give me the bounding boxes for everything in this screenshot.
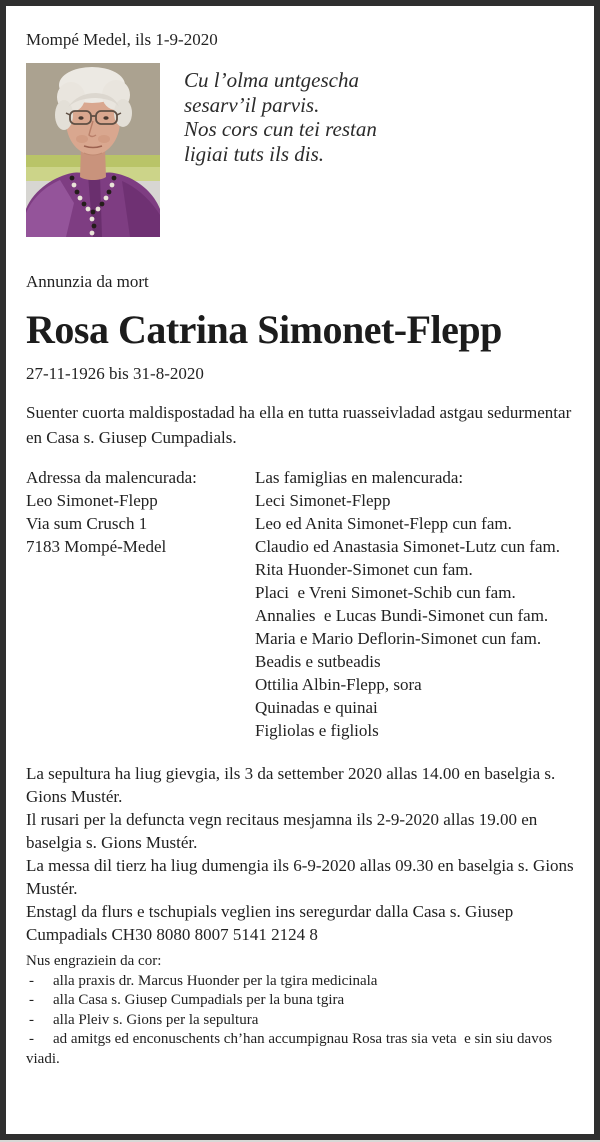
portrait-photo (26, 63, 160, 237)
thanks-item-text: ad amitgs ed enconuschents ch’han accumpignau Rosa tras sia veta e sin siu davos viadi. (26, 1031, 556, 1067)
verse-line: Cu l’olma untgescha (184, 68, 359, 92)
mourning-family-line: Leci Simonet-Flepp (255, 491, 391, 510)
mourning-family-line: Ottilia Albin-Flepp, sora (255, 675, 422, 694)
dash-bullet: - (29, 972, 34, 989)
section-label: Annunzia da mort (26, 272, 149, 291)
mourning-family-line: Annalies e Lucas Bundi-Simonet cun fam. (255, 606, 549, 625)
place-date: Mompé Medel, ils 1-9-2020 (26, 30, 218, 49)
thanks-item-text: alla Pleiv s. Gions per la sepultura (53, 1011, 259, 1028)
mourning-family-line: Leo ed Anita Simonet-Flepp cun fam. (255, 514, 512, 533)
address-column (26, 466, 255, 742)
funeral-details (26, 762, 578, 946)
verse-line: Nos cors cun tei restan (184, 117, 377, 141)
thanks-item (26, 991, 578, 1011)
thanks-item (26, 1030, 578, 1069)
thanks-list (26, 972, 578, 1070)
thanks-heading: Nus engraziein da cor: (26, 953, 162, 969)
mourning-family-column (255, 466, 578, 742)
address-line: Via sum Crusch 1 (26, 514, 148, 533)
photo-and-verse-row (26, 63, 578, 237)
life-dates: 27-11-1926 bis 31-8-2020 (26, 364, 204, 383)
address-line: Leo Simonet-Flepp (26, 491, 158, 510)
mourning-family-line: Quinadas e quinai (255, 698, 378, 717)
address-heading: Adressa da malencurada: (26, 468, 197, 487)
mourning-heading: Las famiglias en malencurada: (255, 468, 464, 487)
address-line: 7183 Mompé-Medel (26, 537, 167, 556)
funeral-detail-paragraph: Il rusari per la defuncta vegn recitaus mesjamna ils 2-9-2020 allas 19.00 en baselgia s. Gions Mustér. (26, 810, 538, 852)
intro-paragraph: Suenter cuorta maldispostadad ha ella en tutta ruasseivladad astgau sedurmentar en Casa s. Giusep Cumpadials. (26, 403, 572, 447)
funeral-detail-paragraph: La messa dil tierz ha liug dumengia ils 6-9-2020 allas 09.30 en baselgia s. Gions Mustér. (26, 856, 574, 898)
mourning-family-line: Claudio ed Anastasia Simonet-Lutz cun fam. (255, 537, 560, 556)
dash-bullet: - (29, 1011, 34, 1028)
thanks-item-text: alla praxis dr. Marcus Huonder per la tgira medicinala (53, 972, 378, 989)
thanks-section (26, 952, 578, 1069)
verse-line: sesarv’il parvis. (184, 92, 320, 117)
dash-bullet: - (29, 992, 34, 1008)
funeral-detail-paragraph: La sepultura ha liug gievgia, ils 3 da settember 2020 allas 14.00 en baselgia s. Gions Mustér. (26, 764, 556, 806)
verse-line: ligiai tuts ils dis. (184, 141, 325, 166)
memorial-verse (160, 63, 377, 237)
thanks-item (26, 972, 578, 992)
mourning-family-line: Placi e Vreni Simonet-Schib cun fam. (255, 583, 516, 602)
dash-bullet: - (29, 1031, 34, 1047)
thanks-item (26, 1011, 578, 1031)
mourning-family-line: Figliolas e figliols (255, 721, 379, 740)
portrait-photo-illustration (26, 63, 160, 237)
funeral-detail-paragraph: Enstagl da flurs e tschupials veglien ins seregurdar dalla Casa s. Giusep Cumpadials CH30 8080 8007 5141 2124 8 (26, 902, 514, 944)
mourning-family-line: Beadis e sutbeadis (255, 652, 381, 671)
thanks-item-text: alla Casa s. Giusep Cumpadials per la buna tgira (53, 992, 345, 1008)
mourning-lines (255, 489, 578, 742)
mourning-family-line: Rita Huonder-Simonet cun fam. (255, 560, 473, 579)
address-lines (26, 489, 255, 558)
address-and-family-columns (26, 466, 578, 742)
deceased-name-title: Rosa Catrina Simonet-Flepp (26, 307, 502, 352)
mourning-family-line: Maria e Mario Deflorin-Simonet cun fam. (255, 629, 542, 648)
